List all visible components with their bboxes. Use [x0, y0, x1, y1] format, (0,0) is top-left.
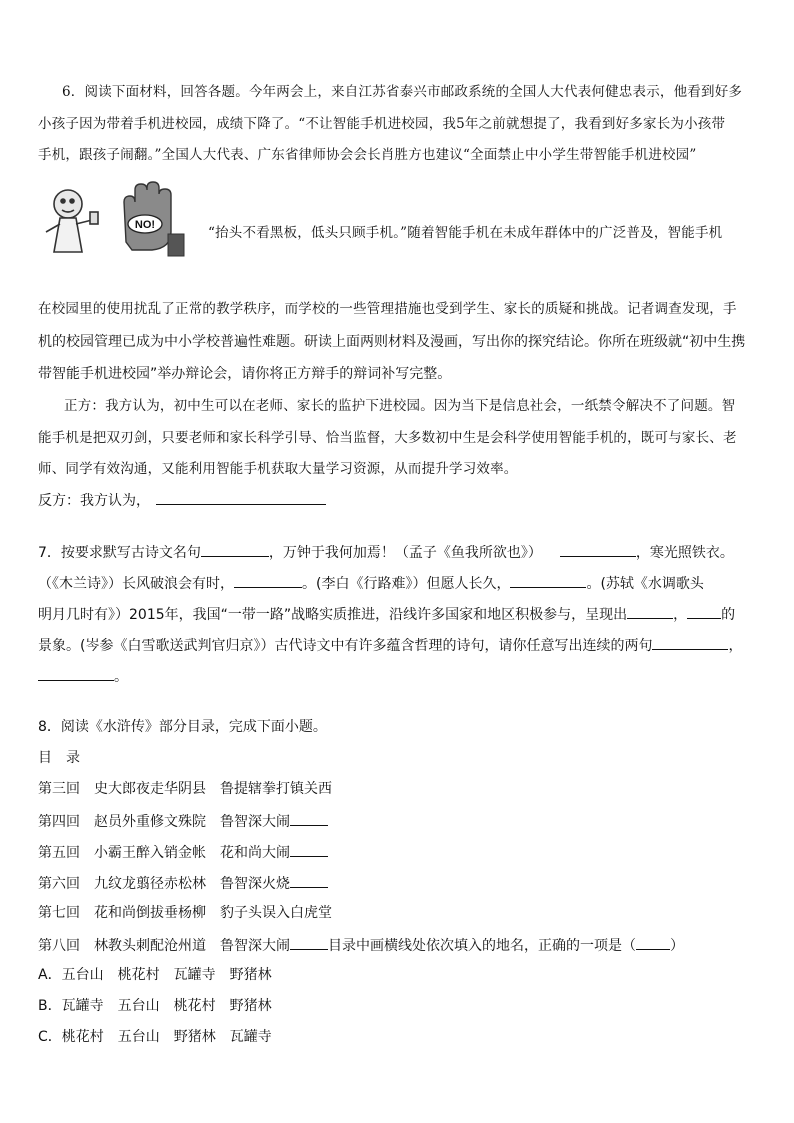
q8-answer-blank[interactable] [636, 935, 670, 950]
q7-line-1 [38, 542, 758, 562]
cartoon-no-sign: NO! [134, 219, 156, 231]
q8-option-b[interactable]: B．瓦罐寺 五台山 桃花村 野猪林 [38, 998, 272, 1014]
q8-blank-4[interactable] [290, 935, 328, 950]
q7-text-7: ， [673, 607, 688, 623]
q6-line-2: 小孩子因为带着手机进校园，成绩下降了。“不让智能手机进校园，我5年之前就想提了，我看到好多家长为小孩带 [38, 116, 726, 132]
q6-line-7: 带智能手机进校园”举办辩论会，请你将正方辩手的辩词补写完整。 [38, 366, 452, 382]
q7-text-3: （《木兰诗》）长风破浪会有时， [38, 576, 234, 592]
q8-chapter-6 [38, 873, 758, 893]
q6-zhengfang-line-3: 师、同学有效沟通，又能利用智能手机获取大量学习资源，从而提升学习效率。 [38, 461, 518, 477]
q7-text-10: ， [728, 638, 743, 654]
cartoon-student-figure [46, 190, 98, 252]
q7-text-2: ，寒光照铁衣。 [635, 545, 734, 561]
q8-chapter-5 [38, 842, 758, 862]
q7-text-9: 景象。(岑参《白雪歌送武判官归京》）古代诗文中有许多蕴含哲理的诗句，请你任意写出连续的两句 [38, 638, 653, 654]
q8-title: 8．阅读《水浒传》部分目录，完成下面小题。 [38, 719, 327, 735]
q7-prompt: 7．按要求默写古诗文名句 [38, 545, 201, 561]
q7-blank-4[interactable] [510, 573, 586, 588]
q7-blank-7[interactable] [652, 635, 728, 650]
q8-chapter-7: 第七回 花和尚倒拔垂杨柳 豹子头误入白虎堂 [38, 905, 332, 921]
q7-line-4 [38, 635, 758, 655]
q7-text-6: 明月几时有》）2015年，我国“一带一路”战略实质推进，沿线许多国家和地区积极参与，呈现出 [38, 607, 628, 623]
q8-chapter-8 [38, 935, 758, 955]
q8-chapter-4-text: 第四回 赵员外重修文殊院 鲁智深大闹 [38, 814, 290, 830]
q6-zhengfang-line-1: 正方：我方认为，初中生可以在老师、家长的监护下进校园。因为当下是信息社会，一纸禁令解决不了问题。智 [64, 398, 736, 414]
q6-fanfang-blank[interactable] [156, 490, 326, 505]
q8-chapter-4 [38, 811, 758, 831]
q8-mulu: 目 录 [38, 750, 80, 766]
q7-blank-6[interactable] [687, 604, 721, 619]
q8-question: 目录中画横线处依次填入的地名，正确的一项是（ [328, 938, 636, 954]
q8-blank-1[interactable] [290, 811, 328, 826]
q6-line-1: 6．阅读下面材料，回答各题。今年两会上，来自江苏省泰兴市邮政系统的全国人大代表何健忠表示，他看到好多 [62, 84, 743, 100]
q7-line-5 [38, 666, 758, 686]
q6-fanfang [38, 490, 758, 510]
q6-line-6: 机的校园管理已成为中小学校普遍性难题。研读上面两则材料及漫画，写出你的探究结论。你所在班级就“初中生携 [38, 334, 746, 350]
q8-blank-2[interactable] [290, 842, 328, 857]
cartoon-image [40, 180, 190, 260]
q7-text-1: ，万钟于我何加焉！（孟子《鱼我所欲也》） [268, 545, 542, 561]
q7-blank-3[interactable] [234, 573, 302, 588]
q6-line-4: “抬头不看黑板，低头只顾手机。”随着智能手机在未成年群体中的广泛普及，智能手机 [208, 225, 723, 241]
q8-chapter-6-text: 第六回 九纹龙翦径赤松林 鲁智深火烧 [38, 876, 290, 892]
q7-text-8: 的 [721, 607, 736, 623]
q8-chapter-8-text: 第八回 林教头刺配沧州道 鲁智深大闹 [38, 938, 290, 954]
q8-chapter-5-text: 第五回 小霸王醉入销金帐 花和尚大闹 [38, 845, 290, 861]
q8-option-c[interactable]: C．桃花村 五台山 野猪林 瓦罐寺 [38, 1029, 272, 1045]
q7-text-5: 。(苏轼《水调歌头 [586, 576, 704, 592]
q6-fanfang-label: 反方：我方认为， [38, 493, 150, 509]
q7-line-3 [38, 604, 758, 624]
q8-chapter-3: 第三回 史大郎夜走华阴县 鲁提辖拳打镇关西 [38, 781, 332, 797]
q7-text-11: 。 [114, 669, 128, 685]
q7-text-4: 。(李白《行路难》）但愿人长久， [302, 576, 511, 592]
q7-blank-8[interactable] [38, 666, 114, 681]
q6-line-3: 手机，跟孩子闹翻。”全国人大代表、广东省律师协会会长肖胜方也建议“全面禁止中小学生带智能手机进校园” [38, 147, 697, 163]
q8-option-a[interactable]: A．五台山 桃花村 瓦罐寺 野猪林 [38, 967, 272, 983]
q7-blank-2[interactable] [560, 542, 636, 557]
q7-blank-1[interactable] [201, 542, 269, 557]
q6-zhengfang-line-2: 能手机是把双刃剑，只要老师和家长科学引导、恰当监督，大多数初中生是会科学使用智能手机的，既可与家长、老 [38, 430, 737, 446]
q6-line-5: 在校园里的使用扰乱了正常的教学秩序，而学校的一些管理措施也受到学生、家长的质疑和挑战。记者调查发现，手 [38, 301, 737, 317]
q7-line-2 [38, 573, 758, 593]
q7-blank-5[interactable] [627, 604, 673, 619]
q8-question-end: ） [670, 938, 684, 954]
q8-blank-3[interactable] [290, 873, 328, 888]
